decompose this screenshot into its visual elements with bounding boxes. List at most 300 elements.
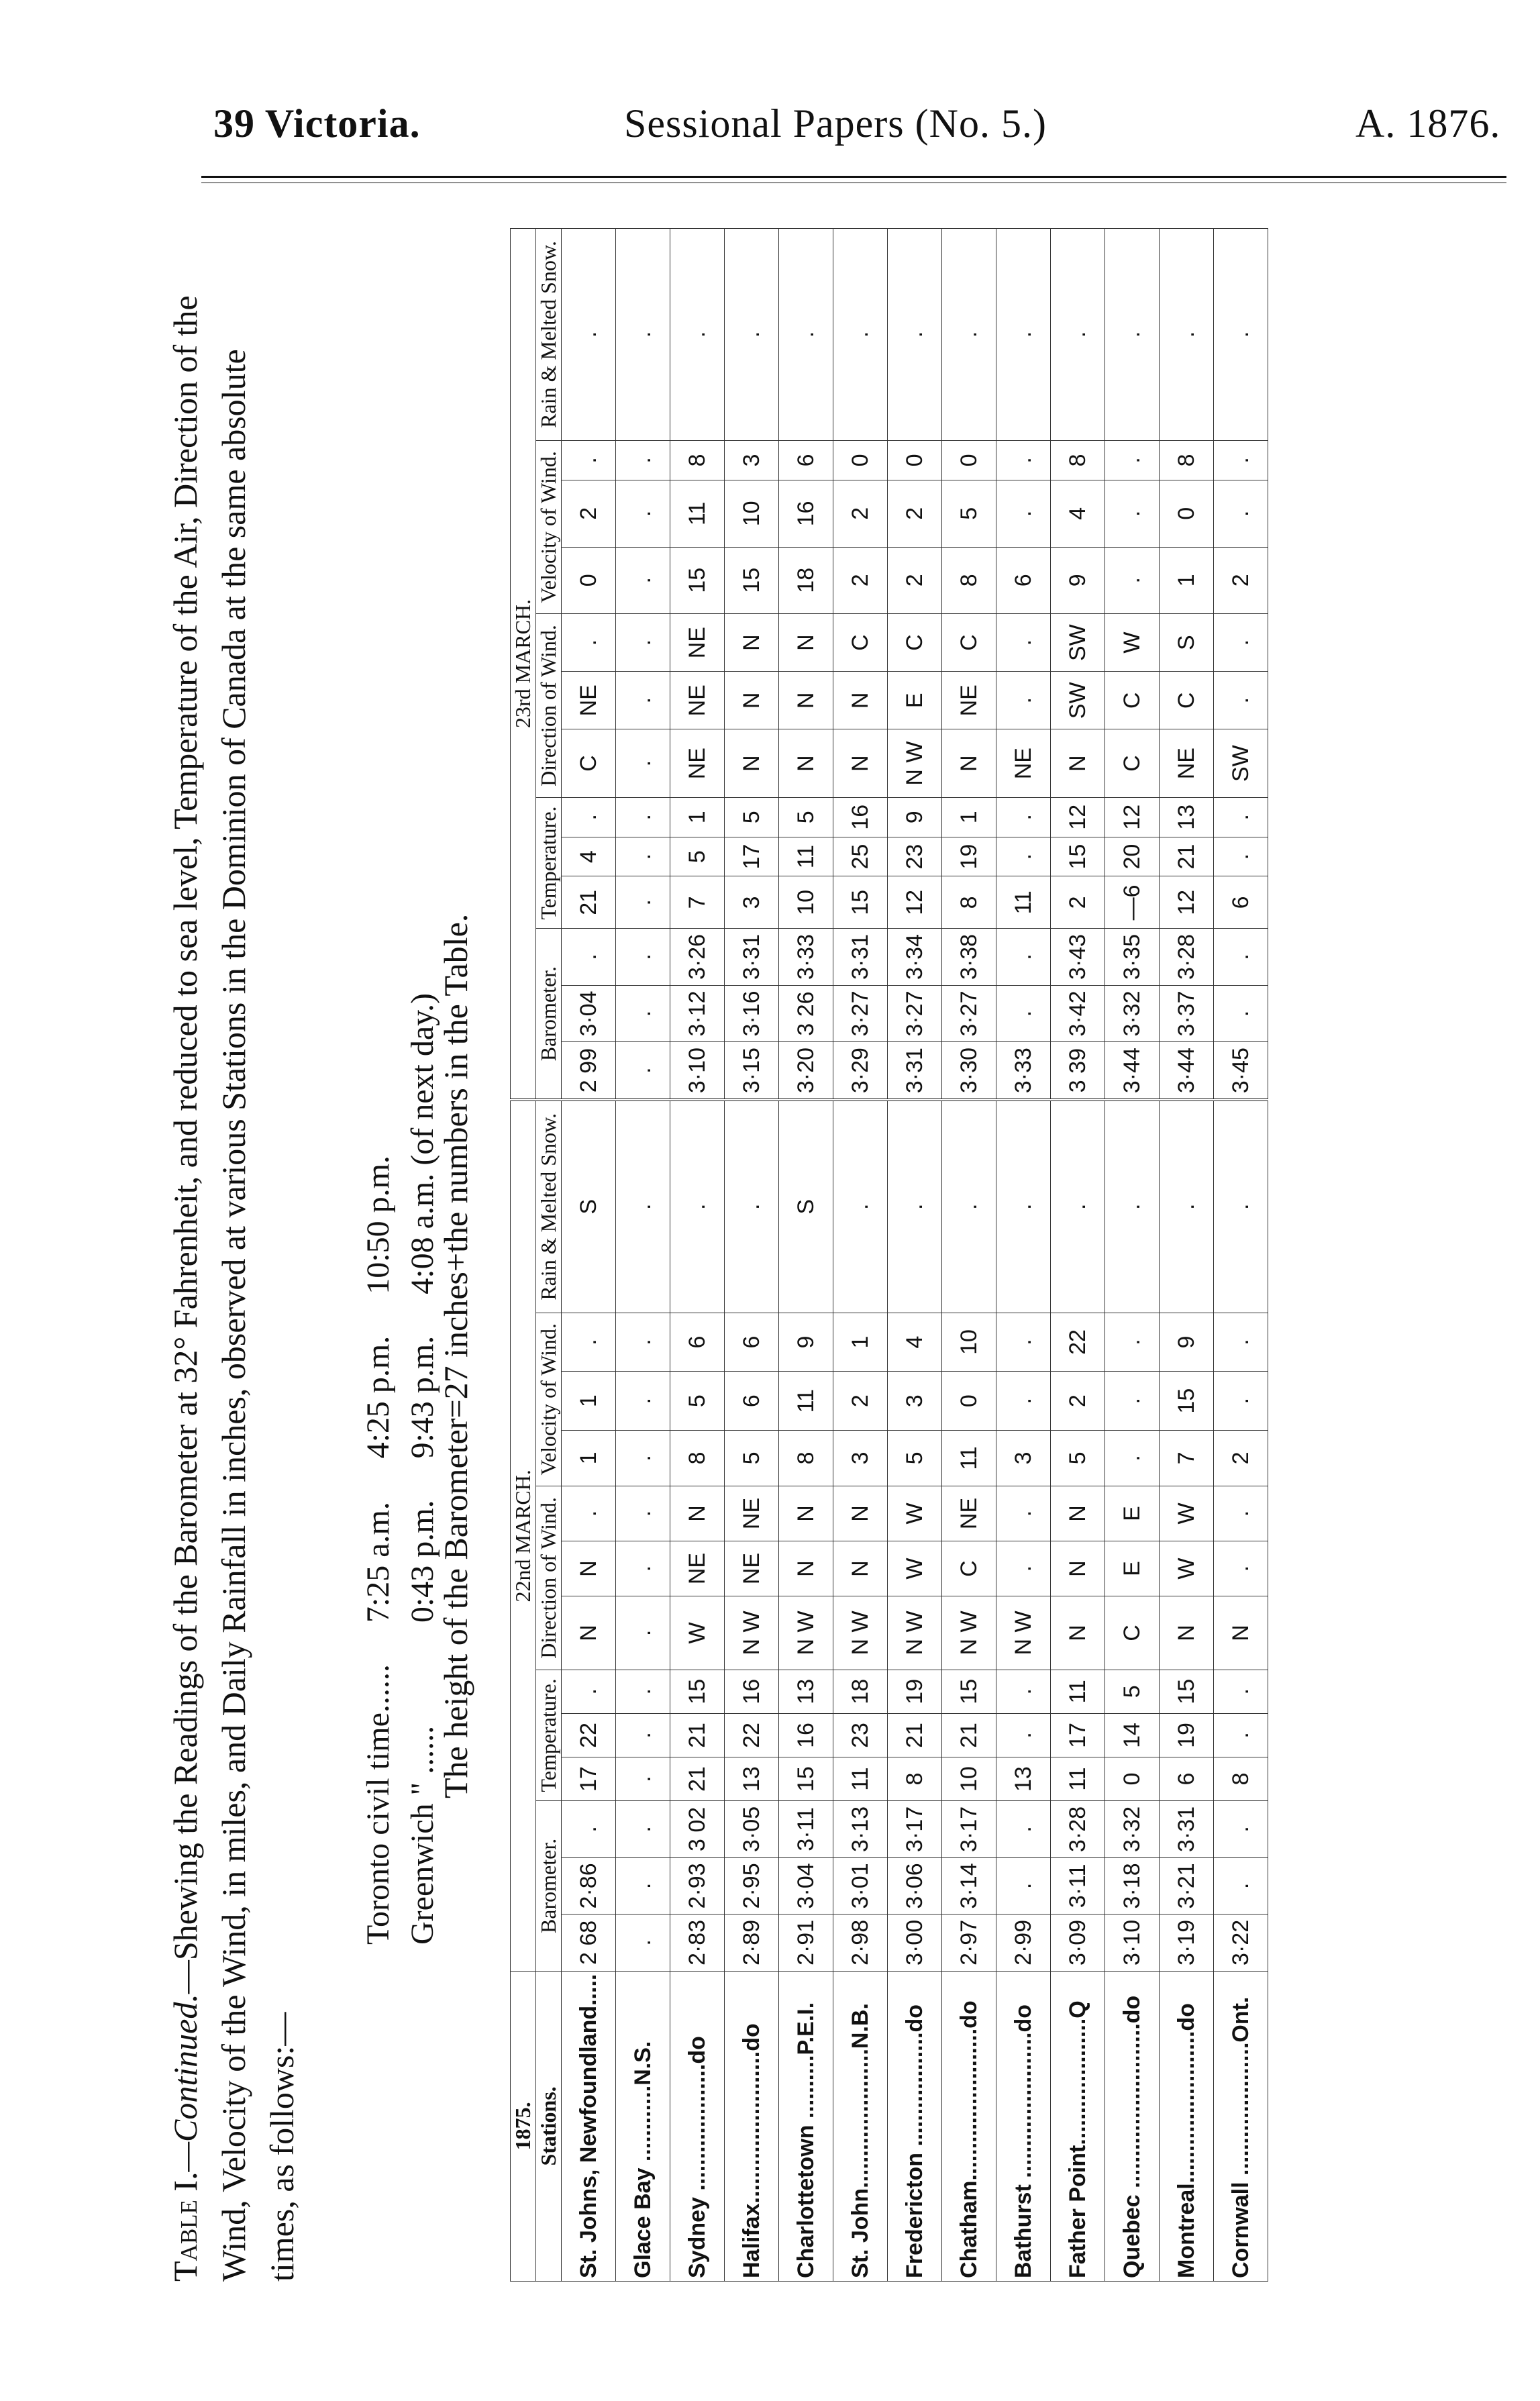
d2-cell: . <box>996 440 1051 480</box>
d1-cell: . <box>616 1430 670 1486</box>
d1-cell: . <box>616 1486 670 1541</box>
d1-cell: 3·31 <box>1160 1801 1214 1858</box>
weather-table <box>510 228 1268 2282</box>
d1-cell: NE <box>725 1486 779 1541</box>
d2-cell: N <box>725 729 779 797</box>
d2-cell: . <box>562 797 616 837</box>
d1-cell: N W <box>996 1596 1051 1670</box>
d1-cell: 8 <box>779 1430 833 1486</box>
d1-cell: S <box>562 1100 616 1313</box>
d1-cell: . <box>1214 1486 1268 1541</box>
d1-cell: 2·89 <box>725 1914 779 1972</box>
table-row <box>942 229 996 2282</box>
d2-cell: . <box>996 929 1051 986</box>
d2-cell: . <box>996 480 1051 547</box>
d2-cell: 3·27 <box>888 985 942 1042</box>
d2-cell: . <box>1214 672 1268 729</box>
d1-cell: . <box>1105 1313 1160 1372</box>
d1-cell: . <box>996 1801 1051 1858</box>
d2-cell: 5 <box>779 797 833 837</box>
d2-cell: N <box>779 672 833 729</box>
d2-cell: . <box>616 672 670 729</box>
d1-cell: 18 <box>833 1670 888 1713</box>
d1-cell: . <box>1051 1100 1105 1313</box>
d2-cell: . <box>562 440 616 480</box>
d2-cell: . <box>1214 229 1268 441</box>
d2-cell: 3·10 <box>670 1042 725 1100</box>
d2-cell: 3·04 <box>562 985 616 1042</box>
d2-cell: 0 <box>942 440 996 480</box>
d1-cell: 15 <box>1160 1372 1214 1431</box>
d2-cell: 16 <box>779 480 833 547</box>
d2-cell: 3·29 <box>833 1042 888 1100</box>
station-name: Fredericton ..................do <box>888 1971 942 2281</box>
d1-cell: . <box>996 1100 1051 1313</box>
d2-cell: 16 <box>833 797 888 837</box>
d1-cell: 3 <box>996 1430 1051 1486</box>
d1-cell: W <box>670 1596 725 1670</box>
d2-cell: 12 <box>1160 876 1214 929</box>
d1-cell: E <box>1105 1486 1160 1541</box>
d1-cell: 3·09 <box>1051 1914 1105 1972</box>
d1-cell: 3·19 <box>1160 1914 1214 1972</box>
d2-cell: 0 <box>562 547 616 613</box>
d2-cell: . <box>616 797 670 837</box>
d1-cell: N <box>670 1486 725 1541</box>
d1-cell: W <box>888 1486 942 1541</box>
d1-cell: . <box>996 1857 1051 1914</box>
d1-cell: . <box>616 1313 670 1372</box>
d1-direction-header: Direction of Wind. <box>536 1486 562 1670</box>
d2-cell: . <box>1214 614 1268 672</box>
d2-cell: 8 <box>670 440 725 480</box>
d2-cell: 1 <box>1160 547 1214 613</box>
d2-cell: 20 <box>1105 837 1160 876</box>
greenwich-time-2: 9:43 p.m. <box>405 1335 440 1459</box>
table-row <box>1214 229 1268 2282</box>
d1-cell: 22 <box>1051 1313 1105 1372</box>
d1-cell: 8 <box>888 1757 942 1801</box>
d2-cell: 3·28 <box>1160 929 1214 986</box>
d2-cell: 3·33 <box>996 1042 1051 1100</box>
d1-cell: 3·28 <box>1051 1801 1105 1858</box>
d2-cell: 2 <box>562 480 616 547</box>
d2-cell: N <box>725 672 779 729</box>
d2-cell: N <box>725 614 779 672</box>
d2-cell: . <box>670 229 725 441</box>
d2-cell: 3·16 <box>725 985 779 1042</box>
d1-cell: 21 <box>888 1713 942 1757</box>
d2-cell: . <box>725 229 779 441</box>
d1-cell: 21 <box>670 1757 725 1801</box>
d1-cell: . <box>1214 1100 1268 1313</box>
d2-cell: 11 <box>670 480 725 547</box>
d2-cell: . <box>1105 480 1160 547</box>
station-name: Cornwall .....................Ont. <box>1214 1971 1268 2281</box>
d1-cell: 2·93 <box>670 1857 725 1914</box>
table-row <box>996 229 1051 2282</box>
d1-cell: 15 <box>779 1757 833 1801</box>
d2-cell: 10 <box>725 480 779 547</box>
table-row <box>1160 229 1214 2282</box>
d2-cell: NE <box>670 672 725 729</box>
d1-cell: 10 <box>942 1313 996 1372</box>
d1-cell: 2 <box>1214 1430 1268 1486</box>
d1-cell: 22 <box>725 1713 779 1757</box>
d1-cell: . <box>616 1757 670 1801</box>
d2-cell: 3·44 <box>1105 1042 1160 1100</box>
d2-cell: 3·35 <box>1105 929 1160 986</box>
d1-cell: . <box>1214 1372 1268 1431</box>
d2-cell: 23 <box>888 837 942 876</box>
d1-cell: 14 <box>1105 1713 1160 1757</box>
stations-header: Stations. <box>536 1971 562 2281</box>
d2-cell: . <box>616 985 670 1042</box>
d2-cell: 13 <box>1160 797 1214 837</box>
table-row <box>725 229 779 2282</box>
d1-cell: 17 <box>1051 1713 1105 1757</box>
d2-cell: 1 <box>670 797 725 837</box>
d2-cell: 5 <box>670 837 725 876</box>
d1-cell: 10 <box>942 1757 996 1801</box>
d1-cell: . <box>1214 1313 1268 1372</box>
d1-cell: 9 <box>1160 1313 1214 1372</box>
d1-cell: . <box>616 1372 670 1431</box>
d2-cell: . <box>616 729 670 797</box>
d1-cell: E <box>1105 1541 1160 1596</box>
d1-cell: 5 <box>670 1372 725 1431</box>
d1-cell: 3·06 <box>888 1857 942 1914</box>
d1-cell: W <box>1160 1486 1214 1541</box>
d1-cell: . <box>616 1713 670 1757</box>
d1-cell: W <box>1160 1541 1214 1596</box>
d1-cell: . <box>888 1100 942 1313</box>
toronto-label: Toronto civil time...... <box>360 1664 396 1945</box>
table-row <box>833 229 888 2282</box>
d2-cell: —6 <box>1105 876 1160 929</box>
d1-cell: N W <box>779 1596 833 1670</box>
d1-cell: 3 <box>833 1430 888 1486</box>
d2-cell: 3·31 <box>833 929 888 986</box>
d2-cell: . <box>562 929 616 986</box>
d2-cell: . <box>616 480 670 547</box>
d1-barometer-header: Barometer. <box>536 1801 562 1972</box>
day1-header: 22nd MARCH. <box>511 1100 536 1971</box>
d2-cell: 11 <box>779 837 833 876</box>
d1-cell: N <box>1051 1486 1105 1541</box>
station-name: St. John......................N.B. <box>833 1971 888 2281</box>
table-row <box>670 229 725 2282</box>
d2-cell: 0 <box>833 440 888 480</box>
d2-cell: S <box>1160 614 1214 672</box>
d1-cell: 15 <box>1160 1670 1214 1713</box>
d2-cell: C <box>888 614 942 672</box>
d2-cell: 18 <box>779 547 833 613</box>
d1-cell: 23 <box>833 1713 888 1757</box>
d1-cell: N <box>1214 1596 1268 1670</box>
d1-cell: 3·22 <box>1214 1914 1268 1972</box>
d1-cell: N <box>779 1541 833 1596</box>
d1-cell: 2·91 <box>779 1914 833 1972</box>
d1-cell: . <box>1214 1541 1268 1596</box>
d1-cell: 3·04 <box>779 1857 833 1914</box>
d1-cell: 0 <box>1105 1757 1160 1801</box>
d1-cell: 2·86 <box>562 1857 616 1914</box>
station-name: Montreal........................do <box>1160 1971 1214 2281</box>
station-name: Bathurst .......................do <box>996 1971 1051 2281</box>
d1-cell: . <box>1214 1670 1268 1713</box>
d1-cell: . <box>616 1914 670 1972</box>
header-rule <box>201 176 1506 178</box>
table-caption <box>161 282 306 2282</box>
d1-cell: 5 <box>725 1430 779 1486</box>
d1-cell: 8 <box>670 1430 725 1486</box>
d2-cell: 9 <box>888 797 942 837</box>
table-row <box>1051 229 1105 2282</box>
d1-cell: 3·32 <box>1105 1801 1160 1858</box>
d1-cell: . <box>1214 1801 1268 1858</box>
d2-cell: 12 <box>1105 797 1160 837</box>
d1-cell: . <box>616 1857 670 1914</box>
d2-cell: NE <box>1160 729 1214 797</box>
d2-cell: W <box>1105 614 1160 672</box>
d2-cell: . <box>616 229 670 441</box>
d1-cell: 11 <box>1051 1757 1105 1801</box>
d2-cell: N <box>833 672 888 729</box>
d1-cell: N W <box>942 1596 996 1670</box>
d1-cell: N <box>833 1541 888 1596</box>
d1-cell: 3·10 <box>1105 1914 1160 1972</box>
d2-cell: 2 <box>1214 547 1268 613</box>
toronto-time-1: 7:25 a.m. <box>360 1502 396 1623</box>
d2-cell: E <box>888 672 942 729</box>
d1-cell: N W <box>725 1596 779 1670</box>
d1-cell: C <box>1105 1596 1160 1670</box>
d2-cell: . <box>616 440 670 480</box>
greenwich-time-3: 4:08 a.m. (of next day.) <box>405 992 440 1294</box>
d1-cell: N <box>562 1596 616 1670</box>
d2-cell: C <box>1160 672 1214 729</box>
d1-cell: . <box>616 1100 670 1313</box>
d1-cell: . <box>996 1713 1051 1757</box>
station-name: St. Johns, Newfoundland..... <box>562 1971 616 2281</box>
station-name: Charlottetown ..........P.E.I. <box>779 1971 833 2281</box>
d1-cell: . <box>1105 1430 1160 1486</box>
running-header-right: A. 1876. <box>1355 101 1501 146</box>
d2-cell: 3·26 <box>670 929 725 986</box>
d1-cell: 11 <box>942 1430 996 1486</box>
d2-cell: 8 <box>1051 440 1105 480</box>
d1-cell: 6 <box>725 1313 779 1372</box>
d2-cell: . <box>996 985 1051 1042</box>
d2-cell: N <box>1051 729 1105 797</box>
d2-cell: SW <box>1051 672 1105 729</box>
d2-cell: 2 <box>888 547 942 613</box>
d2-cell: 4 <box>1051 480 1105 547</box>
d1-cell: N <box>779 1486 833 1541</box>
d1-cell: . <box>996 1670 1051 1713</box>
d2-cell: 2 <box>888 480 942 547</box>
d1-cell: 1 <box>562 1430 616 1486</box>
d2-cell: 7 <box>670 876 725 929</box>
d2-cell: 3·30 <box>942 1042 996 1100</box>
d2-cell: 3 <box>725 876 779 929</box>
d1-cell: 13 <box>725 1757 779 1801</box>
d2-cell: 9 <box>1051 547 1105 613</box>
d2-cell: 2 <box>833 480 888 547</box>
d2-cell: . <box>1105 547 1160 613</box>
d2-cell: . <box>1214 985 1268 1042</box>
d2-temperature-header: Temperature. <box>536 797 562 928</box>
d2-cell: 3·42 <box>1051 985 1105 1042</box>
d2-cell: 3·31 <box>725 929 779 986</box>
d1-cell: 0 <box>942 1372 996 1431</box>
d2-cell: C <box>942 614 996 672</box>
toronto-time-2: 4:25 p.m. <box>360 1335 396 1459</box>
caption-text: —Shewing the Readings of the Barometer at 32° Fahrenheit, and reduced to sea level, Temperature of the Air, Direction of the Wind, Velocity of the Wind, in miles, and Daily Rainfall in inches, observed at various Stations in the Dominion of Canada at the same absolute times, as follows:— <box>166 295 301 2282</box>
d2-barometer-header: Barometer. <box>536 929 562 1100</box>
greenwich-label: Greenwich " ...... <box>405 1725 440 1945</box>
d1-cell: 15 <box>942 1670 996 1713</box>
d2-cell: . <box>996 797 1051 837</box>
d2-cell: 3·33 <box>779 929 833 986</box>
d2-cell: 8 <box>942 876 996 929</box>
d2-cell: C <box>562 729 616 797</box>
table-row <box>1105 229 1160 2282</box>
d2-cell: . <box>562 614 616 672</box>
d2-cell: . <box>1214 929 1268 986</box>
d2-cell: 3 <box>725 440 779 480</box>
d2-cell: N <box>942 729 996 797</box>
d2-cell: 15 <box>833 876 888 929</box>
station-name: Chatham........................do <box>942 1971 996 2281</box>
d2-cell: C <box>1105 672 1160 729</box>
barometer-height-note: The height of the Barometer=27 inches+the numbers in the Table. <box>437 913 474 1798</box>
d1-cell: 3·18 <box>1105 1857 1160 1914</box>
d1-temperature-header: Temperature. <box>536 1670 562 1800</box>
d1-cell: 3·13 <box>833 1801 888 1858</box>
d2-cell: 3 26 <box>779 985 833 1042</box>
d1-cell: 4 <box>888 1313 942 1372</box>
year-header: 1875. <box>511 1971 536 2281</box>
d2-cell: 21 <box>1160 837 1214 876</box>
d2-cell: . <box>996 672 1051 729</box>
d1-cell: . <box>1214 1857 1268 1914</box>
d1-cell: 2·83 <box>670 1914 725 1972</box>
d2-cell: . <box>888 229 942 441</box>
d2-cell: 3·38 <box>942 929 996 986</box>
d1-cell: 3 <box>888 1372 942 1431</box>
d2-cell: 0 <box>1160 480 1214 547</box>
d2-rain-header: Rain & Melted Snow. <box>536 229 562 441</box>
station-name: Halifax........................do <box>725 1971 779 2281</box>
d1-cell: . <box>562 1486 616 1541</box>
d2-cell: . <box>779 229 833 441</box>
d1-cell: 2 68 <box>562 1914 616 1972</box>
d2-cell: . <box>942 229 996 441</box>
d1-cell: . <box>562 1313 616 1372</box>
d2-cell: 15 <box>670 547 725 613</box>
d1-cell: 7 <box>1160 1430 1214 1486</box>
d1-cell: NE <box>725 1541 779 1596</box>
d1-cell: 17 <box>562 1757 616 1801</box>
table-body <box>562 229 1268 2282</box>
d1-rain-header: Rain & Melted Snow. <box>536 1100 562 1313</box>
d1-cell: 11 <box>779 1372 833 1431</box>
d1-cell: 11 <box>833 1757 888 1801</box>
d2-cell: . <box>833 229 888 441</box>
d2-cell: . <box>616 614 670 672</box>
d2-cell: 3·34 <box>888 929 942 986</box>
d1-cell: 1 <box>562 1372 616 1431</box>
d1-cell: 21 <box>670 1713 725 1757</box>
d1-cell: 3·17 <box>942 1801 996 1858</box>
d2-cell: 3·12 <box>670 985 725 1042</box>
d1-cell: 3·00 <box>888 1914 942 1972</box>
d1-cell: 19 <box>888 1670 942 1713</box>
d1-cell: . <box>942 1100 996 1313</box>
d2-cell: 3·45 <box>1214 1042 1268 1100</box>
table-row <box>616 229 670 2282</box>
d1-cell: 3·01 <box>833 1857 888 1914</box>
greenwich-time-1: 0:43 p.m. <box>405 1500 440 1623</box>
d1-cell: 6 <box>670 1313 725 1372</box>
d1-cell: C <box>942 1541 996 1596</box>
d2-cell: C <box>833 614 888 672</box>
d1-cell: . <box>616 1596 670 1670</box>
d1-cell: N <box>833 1486 888 1541</box>
d1-cell: 5 <box>1105 1670 1160 1713</box>
d1-cell: N <box>1160 1596 1214 1670</box>
d1-cell: 3·05 <box>725 1801 779 1858</box>
d2-cell: . <box>1214 480 1268 547</box>
d2-cell: 3·44 <box>1160 1042 1214 1100</box>
d2-cell: 6 <box>1214 876 1268 929</box>
d1-cell: 3 02 <box>670 1801 725 1858</box>
d1-cell: 19 <box>1160 1713 1214 1757</box>
station-name: Glace Bay ............N.S. <box>616 1971 670 2281</box>
d2-cell: 3·32 <box>1105 985 1160 1042</box>
d2-cell: . <box>1105 440 1160 480</box>
d1-cell: N W <box>833 1596 888 1670</box>
d1-cell: 2 <box>833 1372 888 1431</box>
d2-cell: 3·20 <box>779 1042 833 1100</box>
d2-cell: 3·31 <box>888 1042 942 1100</box>
d2-cell: 15 <box>1051 837 1105 876</box>
d2-cell: 3·43 <box>1051 929 1105 986</box>
d1-cell: 2·97 <box>942 1914 996 1972</box>
rotated-table-page <box>161 201 1517 2282</box>
d2-cell: NE <box>562 672 616 729</box>
d2-cell: 3·27 <box>942 985 996 1042</box>
d2-cell: . <box>1214 797 1268 837</box>
d2-cell: . <box>616 837 670 876</box>
d2-cell: 15 <box>725 547 779 613</box>
d2-cell: SW <box>1214 729 1268 797</box>
d1-cell: . <box>1105 1372 1160 1431</box>
d1-cell: . <box>996 1372 1051 1431</box>
d1-cell: . <box>1160 1100 1214 1313</box>
d1-cell: 6 <box>725 1372 779 1431</box>
d1-cell: 13 <box>996 1757 1051 1801</box>
d2-cell: 17 <box>725 837 779 876</box>
caption-label: Table I. <box>166 2172 204 2282</box>
d1-cell: . <box>1105 1100 1160 1313</box>
d2-cell: NE <box>670 729 725 797</box>
d2-cell: 0 <box>888 440 942 480</box>
d2-velocity-header: Velocity of Wind. <box>536 440 562 613</box>
d1-cell: . <box>996 1486 1051 1541</box>
